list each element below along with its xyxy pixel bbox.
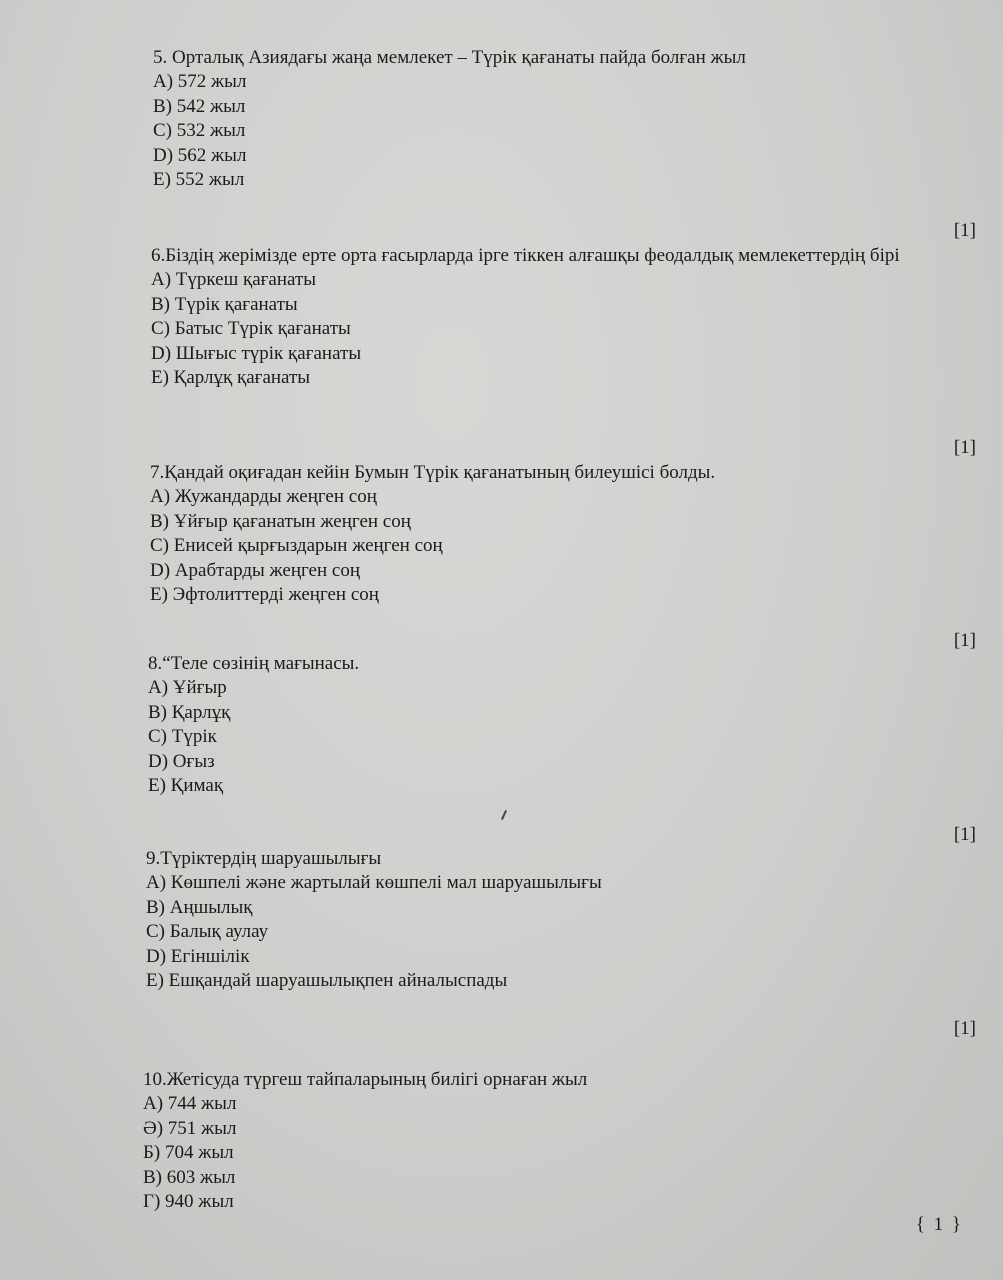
answer-option: А) Ұйғыр [148, 677, 227, 698]
score-mark: [1] [953, 824, 976, 845]
answer-option: В) Ұйғыр қағанатын жеңген соң [150, 510, 411, 532]
pen-mark [501, 810, 507, 820]
answer-option: D) Арабтарды жеңген соң [150, 559, 360, 581]
question-stem: 8.“Теле сөзінің мағынасы. [148, 653, 360, 674]
answer-option: А) 744 жыл [143, 1093, 237, 1114]
question-10 [143, 1068, 587, 1215]
question-8 [148, 652, 359, 799]
answer-option: Е) Қарлұқ қағанаты [151, 367, 311, 388]
answer-option: В) 542 жыл [153, 95, 246, 117]
answer-option: D) Оғыз [148, 750, 215, 772]
answer-option: С) Батыс Түрік қағанаты [151, 318, 351, 339]
answer-option: В) Түрік қағанаты [151, 293, 298, 315]
answer-option: В) Қарлұқ [148, 701, 231, 723]
answer-option: D) Егіншілік [146, 945, 250, 967]
answer-option: А) 572 жыл [153, 71, 247, 92]
question-stem: 9.Түріктердің шаруашылығы [146, 848, 382, 869]
question-5 [153, 46, 746, 193]
question-7 [150, 461, 715, 608]
answer-option: С) Енисей қырғыздарын жеңген соң [150, 535, 443, 556]
score-mark: [1] [953, 437, 976, 458]
answer-option: Е) Қимақ [148, 775, 224, 796]
question-stem: 7.Қандай оқиғадан кейін Бумын Түрік қағанатының билеушісі болды. [150, 462, 716, 483]
question-6 [151, 244, 966, 391]
answer-option: В) 603 жыл [143, 1166, 236, 1188]
answer-option: D) 562 жыл [153, 144, 247, 166]
answer-option: Ә) 751 жыл [143, 1117, 237, 1139]
answer-option: А) Түркеш қағанаты [151, 269, 317, 290]
answer-option: Е) Ешқандай шаруашылықпен айналыспады [146, 970, 508, 991]
score-mark: [1] [953, 630, 976, 651]
answer-option: С) 532 жыл [153, 120, 246, 141]
answer-option: В) Аңшылық [146, 896, 253, 918]
question-stem: 10.Жетісуда түргеш тайпаларының билігі орнаған жыл [143, 1069, 588, 1090]
question-stem: 6.Біздің жерімізде ерте орта ғасырларда ірге тіккен алғашқы феодалдық мемлекеттердің бірі [151, 245, 900, 266]
question-9 [146, 847, 602, 994]
answer-option: D) Шығыс түрік қағанаты [151, 342, 362, 364]
answer-option: С) Түрік [148, 726, 217, 747]
answer-option: А) Жужандарды жеңген соң [150, 486, 377, 507]
answer-option: Б) 704 жыл [143, 1142, 234, 1163]
answer-option: С) Балық аулау [146, 921, 269, 942]
score-mark: [1] [953, 220, 976, 241]
page-number: { 1 } [915, 1214, 963, 1235]
score-mark: [1] [953, 1018, 976, 1039]
answer-option: Е) Эфтолиттерді жеңген соң [150, 584, 379, 605]
answer-option: А) Көшпелі және жартылай көшпелі мал шаруашылығы [146, 872, 602, 893]
answer-option: Г) 940 жыл [143, 1191, 234, 1212]
question-stem: 5. Орталық Азиядағы жаңа мемлекет – Түрік қағанаты пайда болған жыл [153, 47, 746, 68]
answer-option: Е) 552 жыл [153, 169, 245, 190]
